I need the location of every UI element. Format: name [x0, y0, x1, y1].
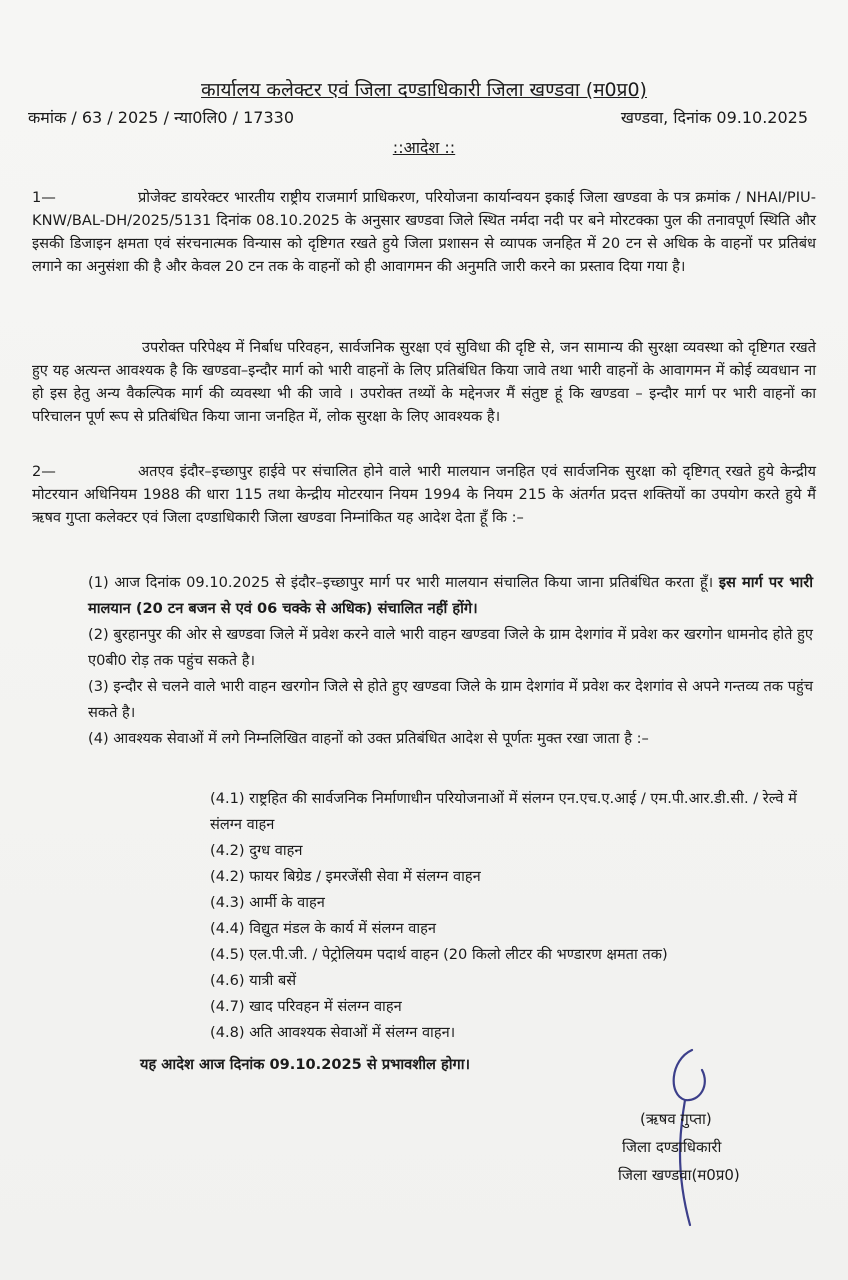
- order-items: [88, 570, 813, 752]
- order-item-3: (3) इन्दौर से चलने वाले भारी वाहन खरगोन जिले से होते हुए खण्डवा जिले के ग्राम देशगांव में प्रवेश कर देशगांव से अपने गन्तव्य तक पहुंच सकते है।: [88, 678, 813, 721]
- order-heading: ::आदेश ::: [392, 138, 456, 157]
- paragraph-text: उपरोक्त परिपेक्ष्य में निर्बाध परिवहन, सार्वजनिक सुरक्षा एवं सुविधा की दृष्टि से, जन सामान्य की सुरक्षा व्यवस्था को दृष्टिगत रखते हुए यह अत्यन्त आवश्यक है कि खण्डवा–इन्दौर मार्ग को भारी वाहनों के लिए प्रतिबंधित किया जावे तथा भारी वाहनों के आवागमन में कोई व्यवधान ना हो इस हेतु अन्य वैकल्पिक मार्ग की व्यवस्था भी की जावे । उपरोक्त तथ्यों के मद्देनजर मैं संतुष्ट हूं कि खण्डवा – इन्दौर मार्ग पर भारी वाहनों का परिचालन पूर्ण रूप से प्रतिबंधित किया जाना जनहित में, लोक सुरक्षा के लिए आवश्यक है।: [32, 339, 816, 425]
- exemption-item: (4.8) अति आवश्यक सेवाओं में संलग्न वाहन।: [210, 1024, 456, 1041]
- paragraph-number: 1—: [32, 189, 56, 206]
- signatory-district: जिला खण्डवा(म0प्र0): [618, 1166, 740, 1184]
- place-date: खण्डवा, दिनांक 09.10.2025: [620, 108, 808, 127]
- order-item-2: (2) बुरहानपुर की ओर से खण्डवा जिले में प्रवेश करने वाले भारी वाहन खण्डवा जिले के ग्राम देशगांव में प्रवेश कर खरगोन धामनोद होते हुए ए0बी0 रोड़ तक पहुंच सकते है।: [88, 626, 813, 669]
- exemption-list: [210, 786, 810, 1046]
- exemption-item: (4.5) एल.पी.जी. / पेट्रोलियम पदार्थ वाहन (20 किलो लीटर की भण्डारण क्षमता तक): [210, 946, 668, 963]
- exemption-item: (4.6) यात्री बसें: [210, 972, 297, 989]
- office-title: कार्यालय कलेक्टर एवं जिला दण्डाधिकारी जिला खण्डवा (म0प्र0): [201, 79, 647, 101]
- signatory-name: (ऋषव गुप्ता): [640, 1110, 712, 1128]
- paragraph-text: अतएव इंदौर–इच्छापुर हाईवे पर संचालित होने वाले भारी मालयान जनहित एवं सार्वजनिक सुरक्षा को दृष्टिगत् रखते हुये केन्द्रीय मोटरयान अधिनियम 1988 की धारा 115 तथा केन्द्रीय मोटरयान नियम 1994 के नियम 215 के अंतर्गत प्रदत्त शक्तियों का उपयोग करते हुये मैं ऋषव गुप्ता कलेक्टर एवं जिला दण्डाधिकारी जिला खण्डवा निम्नांकित यह आदेश देता हूँ कि :–: [32, 463, 816, 526]
- order-item-bold-text: इस मार्ग पर भारी मालयान (20 टन बजन से एवं 06 चक्के से अधिक) संचालित नहीं होंगे।: [88, 574, 814, 617]
- exemption-item: (4.2) दुग्ध वाहन: [210, 842, 303, 859]
- paragraph-1: [32, 186, 816, 278]
- paragraph-number: 2—: [32, 463, 56, 480]
- exemption-item: (4.2) फायर बिग्रेड / इमरजेंसी सेवा में संलग्न वाहन: [210, 868, 481, 885]
- exemption-item: (4.7) खाद परिवहन में संलग्न वाहन: [210, 998, 402, 1015]
- signatory-designation: जिला दण्डाधिकारी: [622, 1138, 722, 1156]
- exemption-item: (4.3) आर्मी के वाहन: [210, 894, 325, 911]
- reference-number: कमांक / 63 / 2025 / न्या0लि0 / 17330: [28, 108, 295, 127]
- order-item-4: (4) आवश्यक सेवाओं में लगे निम्नलिखित वाहनों को उक्त प्रतिबंधित आदेश से पूर्णतः मुक्त रखा जाता है :–: [88, 730, 649, 747]
- order-item-text: (1) आज दिनांक 09.10.2025 से इंदौर–इच्छापुर मार्ग पर भारी मालयान संचालित किया जाना प्रतिबंधित करता हूँ।: [88, 574, 714, 591]
- paragraph-2: [32, 460, 816, 529]
- effective-statement: यह आदेश आज दिनांक 09.10.2025 से प्रभावशील होगा।: [140, 1056, 471, 1073]
- order-item-1: [88, 570, 813, 622]
- exemption-item: (4.4) विद्युत मंडल के कार्य में संलग्न वाहन: [210, 920, 436, 937]
- paragraph-1b: [32, 336, 816, 428]
- paragraph-text: प्रोजेक्ट डायरेक्टर भारतीय राष्ट्रीय राजमार्ग प्राधिकरण, परियोजना कार्यान्वयन इकाई जिला खण्डवा के पत्र क्रमांक / NHAI/PIU-KNW/BAL-DH/2025/5131 दिनांक 08.10.2025 के अनुसार खण्डवा जिले स्थित नर्मदा नदी पर बने मोरटक्का पुल की तनावपूर्ण स्थिति और इसकी डिजाइन क्षमता एवं संरचनात्मक विन्यास को दृष्टिगत रखते हुये जिला प्रशासन से व्यापक जनहित में 20 टन से अधिक के वाहनों पर प्रतिबंध लगाने का अनुसंशा की है और केवल 20 टन तक के वाहनों को ही आवागमन की अनुमति जारी करने का प्रस्ताव दिया गया है।: [32, 189, 816, 275]
- exemption-item: (4.1) राष्ट्रहित की सार्वजनिक निर्माणाधीन परियोजनाओं में संलग्न एन.एच.ए.आई / एम.पी.आर.डी.सी. / रेल्वे में संलग्न वाहन: [210, 790, 797, 833]
